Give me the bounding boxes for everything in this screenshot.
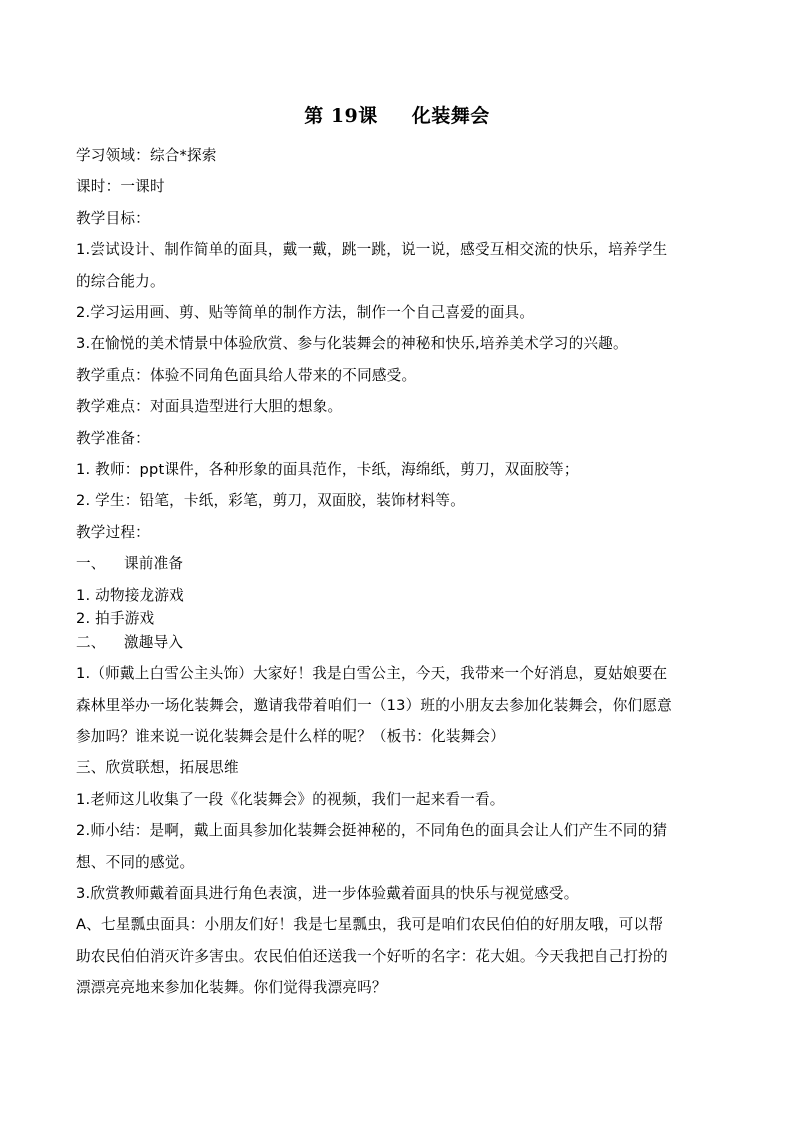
lesson-content (76, 140, 720, 1004)
goal-2: 2.学习运用画、剪、贴等简单的制作方法，制作一个自己喜爱的面具。 (76, 304, 535, 322)
section-1-number: 一、 (76, 555, 106, 573)
section-1-item-1: 1. 动物接龙游戏 (76, 586, 184, 604)
section-3-paragraph-1: 1.老师这儿收集了一段《化装舞会》的视频，我们一起来看一看。 (76, 790, 505, 808)
goal-3: 3.在愉悦的美术情景中体验欣赏、参与化装舞会的神秘和快乐,培养美术学习的兴趣。 (76, 335, 628, 353)
section-2-number: 二、 (76, 633, 106, 651)
class-period: 课时：一课时 (76, 178, 165, 196)
goal-1: 1.尝试设计、制作简单的面具，戴一戴，跳一跳，说一说，感受互相交流的快乐，培养学生 (76, 241, 668, 259)
ladybug-mask-paragraph: A、七星瓢虫面具：小朋友们好！我是七星瓢虫，我可是咱们农民伯伯的好朋友哦，可以帮 (76, 916, 664, 934)
section-3-heading: 三、欣赏联想，拓展思维 (76, 759, 239, 777)
section-2-paragraph-1-line-2: 森林里举办一场化装舞会，邀请我带着咱们一（13）班的小朋友去参加化装舞会，你们愿意 (76, 696, 672, 714)
section-3-paragraph-3: 3.欣赏教师戴着面具进行角色表演，进一步体验戴着面具的快乐与视觉感受。 (76, 885, 579, 903)
preparation-heading: 教学准备： (76, 429, 150, 447)
learning-domain: 学习领域：综合*探索 (76, 147, 217, 164)
goal-1-continued: 的综合能力。 (76, 272, 165, 290)
section-2-title: 激趣导入 (124, 633, 184, 651)
key-point: 教学重点：体验不同角色面具给人带来的不同感受。 (76, 366, 417, 384)
section-1-title: 课前准备 (124, 555, 184, 573)
difficulty: 教学难点：对面具造型进行大胆的想象。 (76, 398, 343, 416)
section-2-paragraph-1: 1.（师戴上白雪公主头饰）大家好！我是白雪公主，今天，我带来一个好消息，夏姑娘要在 (76, 665, 668, 683)
ladybug-mask-paragraph-line-2: 助农民伯伯消灭许多害虫。农民伯伯还送我一个好听的名字：花大姐。今天我把自己打扮的 (76, 947, 668, 965)
section-3-paragraph-2: 2.师小结：是啊，戴上面具参加化装舞会挺神秘的，不同角色的面具会让人们产生不同的猜 (76, 822, 668, 840)
preparation-teacher: 1. 教师：ppt课件，各种形象的面具范作，卡纸，海绵纸，剪刀，双面胶等； (76, 461, 579, 479)
lesson-name: 化装舞会 (411, 105, 490, 127)
process-heading: 教学过程： (76, 523, 150, 541)
lesson-number: 第 19课 (304, 105, 378, 127)
section-2-heading (76, 631, 720, 655)
section-1-item-2: 2. 拍手游戏 (76, 610, 155, 628)
section-1-heading (76, 548, 720, 579)
section-2-paragraph-1-line-3: 参加吗？谁来说一说化装舞会是什么样的呢？（板书：化装舞会） (76, 728, 506, 745)
goals-heading: 教学目标： (76, 209, 150, 227)
ladybug-mask-paragraph-line-3: 漂漂亮亮地来参加化装舞。你们觉得我漂亮吗？ (76, 979, 387, 997)
lesson-title (0, 103, 794, 129)
section-3-paragraph-2-line-2: 想、不同的感觉。 (76, 853, 195, 871)
preparation-student: 2. 学生：铅笔，卡纸，彩笔，剪刀，双面胶，装饰材料等。 (76, 492, 466, 510)
